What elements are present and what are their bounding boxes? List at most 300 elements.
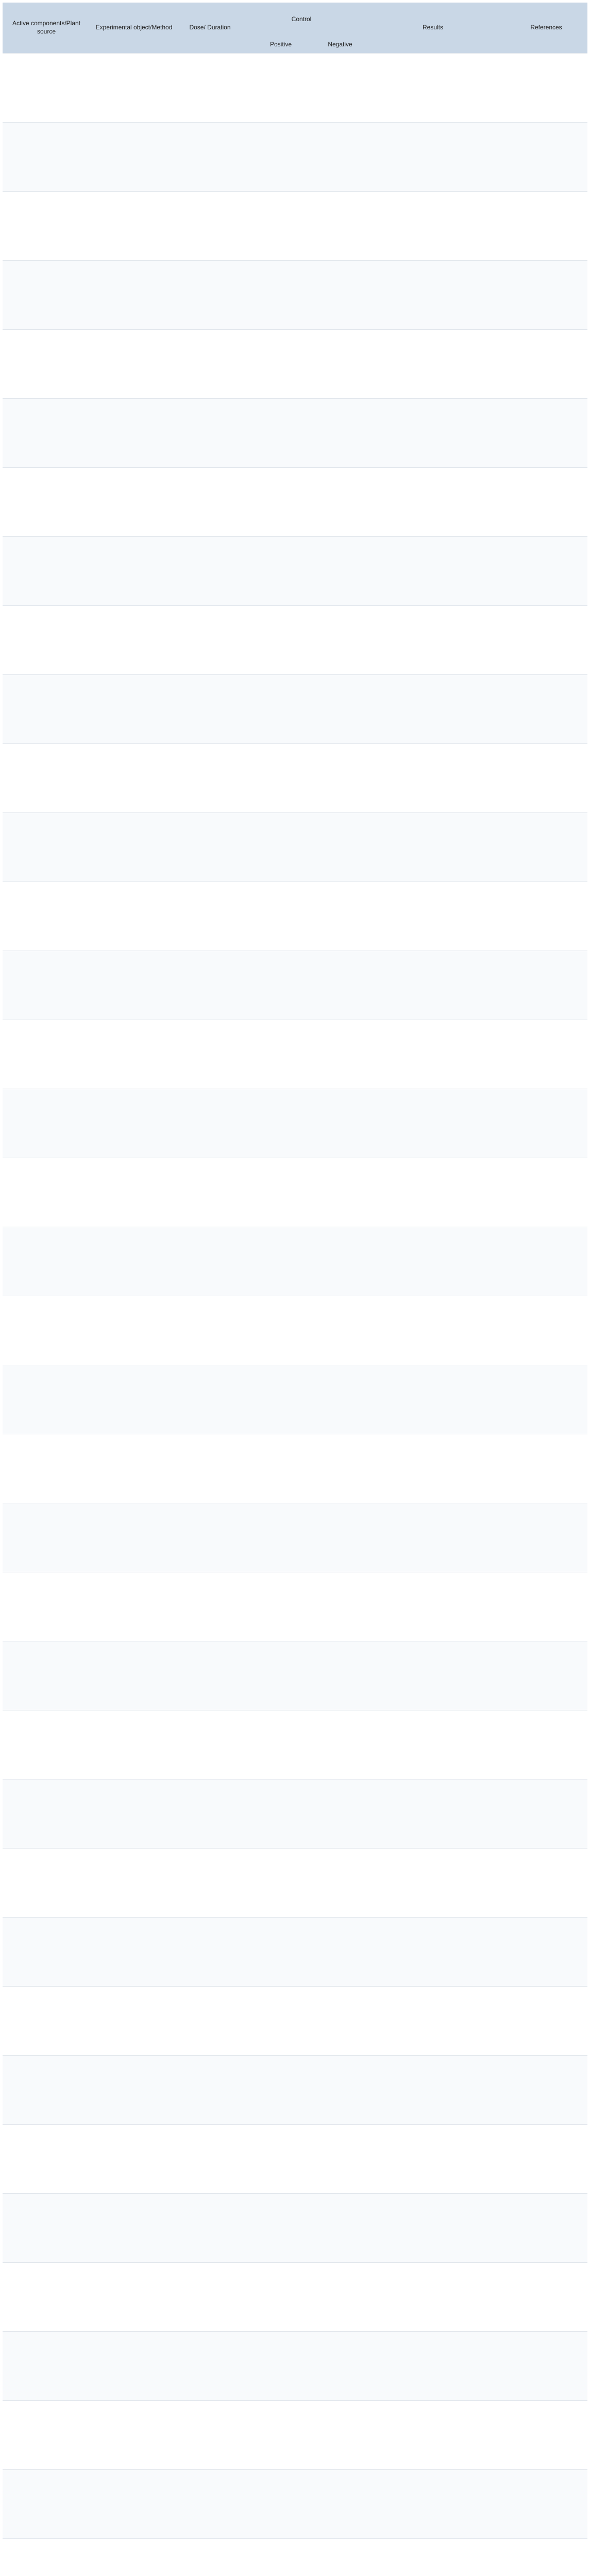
table-row [3, 675, 587, 744]
cell-component [3, 54, 90, 123]
cell-results [361, 1503, 505, 1572]
cell-component [3, 2401, 90, 2470]
cell-positive [242, 54, 319, 123]
cell-dose [178, 261, 242, 330]
data-table [3, 3, 587, 2576]
table-row [3, 537, 587, 606]
cell-results [361, 1987, 505, 2056]
cell-component [3, 2332, 90, 2401]
cell-reference [505, 2125, 587, 2194]
cell-results [361, 1365, 505, 1434]
cell-negative [319, 744, 361, 813]
cell-model [90, 468, 178, 537]
cell-component [3, 1434, 90, 1503]
cell-results [361, 2470, 505, 2539]
cell-dose [178, 1089, 242, 1158]
cell-component [3, 1158, 90, 1227]
cell-results [361, 1020, 505, 1089]
cell-model [90, 1020, 178, 1089]
cell-component [3, 1710, 90, 1780]
table-row [3, 1849, 587, 1918]
cell-results [361, 192, 505, 261]
cell-component [3, 1503, 90, 1572]
cell-component [3, 606, 90, 675]
cell-reference [505, 744, 587, 813]
cell-dose [178, 2263, 242, 2332]
cell-negative [319, 192, 361, 261]
cell-results [361, 1710, 505, 1780]
cell-negative [319, 1849, 361, 1918]
cell-negative [319, 1918, 361, 1987]
cell-results [361, 537, 505, 606]
cell-positive [242, 1849, 319, 1918]
cell-reference [505, 2194, 587, 2263]
cell-results [361, 2056, 505, 2125]
cell-reference [505, 606, 587, 675]
cell-component [3, 1365, 90, 1434]
cell-negative [319, 2470, 361, 2539]
cell-negative [319, 1434, 361, 1503]
cell-negative [319, 2056, 361, 2125]
cell-component [3, 675, 90, 744]
table-row [3, 1503, 587, 1572]
cell-model [90, 1365, 178, 1434]
cell-results [361, 2539, 505, 2576]
table-row [3, 813, 587, 882]
cell-positive [242, 882, 319, 951]
cell-dose [178, 675, 242, 744]
header-dose: Dose/ Duration [178, 3, 242, 54]
cell-negative [319, 2539, 361, 2576]
cell-reference [505, 1158, 587, 1227]
cell-negative [319, 606, 361, 675]
table-row [3, 744, 587, 813]
cell-negative [319, 1158, 361, 1227]
cell-positive [242, 2470, 319, 2539]
cell-component [3, 2539, 90, 2576]
cell-component [3, 330, 90, 399]
cell-dose [178, 1158, 242, 1227]
cell-model [90, 1710, 178, 1780]
cell-dose [178, 1434, 242, 1503]
cell-reference [505, 1710, 587, 1780]
cell-model [90, 882, 178, 951]
table-header [3, 3, 587, 54]
table-row [3, 2125, 587, 2194]
cell-dose [178, 192, 242, 261]
header-references: References [505, 3, 587, 54]
cell-reference [505, 192, 587, 261]
cell-model [90, 399, 178, 468]
table-row [3, 1158, 587, 1227]
cell-positive [242, 399, 319, 468]
cell-reference [505, 2332, 587, 2401]
cell-positive [242, 123, 319, 192]
cell-model [90, 537, 178, 606]
cell-reference [505, 2056, 587, 2125]
cell-component [3, 1296, 90, 1365]
cell-model [90, 1918, 178, 1987]
header-results: Results [361, 3, 505, 54]
cell-dose [178, 1296, 242, 1365]
cell-results [361, 1780, 505, 1849]
table-row [3, 261, 587, 330]
cell-model [90, 2401, 178, 2470]
cell-results [361, 1918, 505, 1987]
cell-dose [178, 1710, 242, 1780]
cell-results [361, 261, 505, 330]
cell-results [361, 882, 505, 951]
header-control: Control [242, 3, 361, 37]
cell-negative [319, 399, 361, 468]
table-row [3, 2470, 587, 2539]
cell-model [90, 2056, 178, 2125]
cell-component [3, 2194, 90, 2263]
cell-positive [242, 1503, 319, 1572]
table-row [3, 882, 587, 951]
cell-negative [319, 882, 361, 951]
header-component: Active components/Plant source [3, 3, 90, 54]
cell-component [3, 261, 90, 330]
cell-positive [242, 1987, 319, 2056]
cell-negative [319, 1503, 361, 1572]
cell-dose [178, 537, 242, 606]
cell-reference [505, 1434, 587, 1503]
cell-reference [505, 1020, 587, 1089]
cell-negative [319, 1780, 361, 1849]
cell-reference [505, 2470, 587, 2539]
cell-dose [178, 1987, 242, 2056]
cell-results [361, 123, 505, 192]
cell-results [361, 744, 505, 813]
cell-results [361, 2263, 505, 2332]
cell-results [361, 1849, 505, 1918]
table-row [3, 2539, 587, 2576]
cell-component [3, 537, 90, 606]
cell-model [90, 123, 178, 192]
cell-model [90, 813, 178, 882]
cell-negative [319, 1365, 361, 1434]
cell-model [90, 1089, 178, 1158]
cell-negative [319, 261, 361, 330]
cell-dose [178, 1365, 242, 1434]
cell-results [361, 1641, 505, 1710]
cell-negative [319, 2263, 361, 2332]
cell-negative [319, 123, 361, 192]
cell-model [90, 330, 178, 399]
table-row [3, 2194, 587, 2263]
cell-results [361, 2125, 505, 2194]
cell-reference [505, 951, 587, 1020]
cell-negative [319, 2401, 361, 2470]
cell-negative [319, 537, 361, 606]
cell-positive [242, 1572, 319, 1641]
cell-component [3, 813, 90, 882]
cell-negative [319, 1020, 361, 1089]
header-row [3, 3, 587, 37]
cell-negative [319, 2194, 361, 2263]
cell-model [90, 261, 178, 330]
cell-positive [242, 1158, 319, 1227]
cell-positive [242, 1089, 319, 1158]
cell-reference [505, 1641, 587, 1710]
table-row [3, 399, 587, 468]
cell-positive [242, 675, 319, 744]
cell-reference [505, 1296, 587, 1365]
cell-positive [242, 1365, 319, 1434]
cell-dose [178, 54, 242, 123]
table-row [3, 1227, 587, 1296]
cell-positive [242, 1710, 319, 1780]
cell-positive [242, 606, 319, 675]
cell-component [3, 1849, 90, 1918]
cell-positive [242, 2332, 319, 2401]
cell-dose [178, 1020, 242, 1089]
table-row [3, 1434, 587, 1503]
cell-component [3, 192, 90, 261]
cell-dose [178, 2056, 242, 2125]
cell-positive [242, 2125, 319, 2194]
cell-negative [319, 2332, 361, 2401]
cell-negative [319, 951, 361, 1020]
cell-model [90, 951, 178, 1020]
cell-negative [319, 1572, 361, 1641]
cell-results [361, 675, 505, 744]
cell-model [90, 1641, 178, 1710]
table-row [3, 468, 587, 537]
table-row [3, 951, 587, 1020]
cell-results [361, 330, 505, 399]
cell-positive [242, 744, 319, 813]
cell-results [361, 1296, 505, 1365]
cell-positive [242, 468, 319, 537]
cell-model [90, 2125, 178, 2194]
table-row [3, 1365, 587, 1434]
cell-model [90, 1296, 178, 1365]
cell-dose [178, 2539, 242, 2576]
cell-negative [319, 1987, 361, 2056]
cell-results [361, 54, 505, 123]
cell-component [3, 1918, 90, 1987]
cell-negative [319, 1710, 361, 1780]
table-row [3, 2332, 587, 2401]
cell-results [361, 1227, 505, 1296]
cell-component [3, 1089, 90, 1158]
cell-reference [505, 399, 587, 468]
cell-dose [178, 2332, 242, 2401]
cell-positive [242, 1780, 319, 1849]
cell-dose [178, 123, 242, 192]
cell-model [90, 1849, 178, 1918]
cell-component [3, 1227, 90, 1296]
cell-negative [319, 330, 361, 399]
cell-dose [178, 1572, 242, 1641]
cell-component [3, 1987, 90, 2056]
cell-dose [178, 744, 242, 813]
cell-model [90, 1780, 178, 1849]
cell-model [90, 1987, 178, 2056]
cell-dose [178, 2401, 242, 2470]
table-row [3, 1641, 587, 1710]
cell-dose [178, 468, 242, 537]
cell-positive [242, 537, 319, 606]
table-row [3, 123, 587, 192]
cell-reference [505, 1089, 587, 1158]
cell-results [361, 2332, 505, 2401]
cell-positive [242, 1296, 319, 1365]
cell-reference [505, 2401, 587, 2470]
cell-dose [178, 1641, 242, 1710]
cell-positive [242, 2263, 319, 2332]
cell-dose [178, 1849, 242, 1918]
cell-component [3, 399, 90, 468]
cell-dose [178, 2125, 242, 2194]
cell-negative [319, 813, 361, 882]
cell-dose [178, 330, 242, 399]
cell-component [3, 951, 90, 1020]
cell-results [361, 1434, 505, 1503]
cell-dose [178, 951, 242, 1020]
cell-reference [505, 1365, 587, 1434]
cell-positive [242, 813, 319, 882]
cell-dose [178, 399, 242, 468]
cell-component [3, 1641, 90, 1710]
cell-component [3, 123, 90, 192]
cell-negative [319, 1296, 361, 1365]
header-model: Experimental object/Method [90, 3, 178, 54]
cell-model [90, 2539, 178, 2576]
cell-model [90, 54, 178, 123]
table-row [3, 1020, 587, 1089]
cell-reference [505, 1849, 587, 1918]
cell-positive [242, 951, 319, 1020]
cell-dose [178, 1780, 242, 1849]
cell-component [3, 468, 90, 537]
cell-reference [505, 330, 587, 399]
cell-negative [319, 468, 361, 537]
cell-results [361, 399, 505, 468]
cell-dose [178, 1918, 242, 1987]
cell-results [361, 2194, 505, 2263]
cell-component [3, 744, 90, 813]
table-row [3, 1918, 587, 1987]
table-row [3, 1710, 587, 1780]
cell-reference [505, 2539, 587, 2576]
cell-positive [242, 2194, 319, 2263]
table-row [3, 2263, 587, 2332]
cell-positive [242, 1434, 319, 1503]
table-row [3, 1987, 587, 2056]
header-negative: Negative [319, 37, 361, 54]
cell-positive [242, 2539, 319, 2576]
cell-negative [319, 1089, 361, 1158]
cell-model [90, 1227, 178, 1296]
cell-dose [178, 882, 242, 951]
cell-component [3, 2125, 90, 2194]
table-row [3, 1296, 587, 1365]
cell-reference [505, 1987, 587, 2056]
cell-reference [505, 1780, 587, 1849]
cell-reference [505, 468, 587, 537]
cell-dose [178, 606, 242, 675]
cell-reference [505, 675, 587, 744]
cell-positive [242, 1227, 319, 1296]
cell-results [361, 1572, 505, 1641]
cell-results [361, 468, 505, 537]
cell-model [90, 2470, 178, 2539]
cell-results [361, 951, 505, 1020]
cell-reference [505, 1572, 587, 1641]
cell-dose [178, 1503, 242, 1572]
cell-dose [178, 813, 242, 882]
table-body [3, 54, 587, 2576]
cell-positive [242, 330, 319, 399]
cell-component [3, 1780, 90, 1849]
cell-positive [242, 2401, 319, 2470]
table-row [3, 1780, 587, 1849]
cell-component [3, 882, 90, 951]
cell-reference [505, 123, 587, 192]
cell-positive [242, 1020, 319, 1089]
cell-model [90, 606, 178, 675]
cell-negative [319, 1227, 361, 1296]
cell-component [3, 1572, 90, 1641]
cell-dose [178, 2194, 242, 2263]
cell-positive [242, 1918, 319, 1987]
cell-results [361, 1158, 505, 1227]
cell-model [90, 744, 178, 813]
cell-reference [505, 1918, 587, 1987]
cell-reference [505, 2263, 587, 2332]
cell-model [90, 1158, 178, 1227]
cell-model [90, 1434, 178, 1503]
cell-negative [319, 2125, 361, 2194]
cell-reference [505, 261, 587, 330]
cell-reference [505, 537, 587, 606]
cell-positive [242, 1641, 319, 1710]
cell-positive [242, 2056, 319, 2125]
cell-component [3, 2470, 90, 2539]
cell-dose [178, 1227, 242, 1296]
cell-model [90, 2194, 178, 2263]
cell-reference [505, 813, 587, 882]
cell-component [3, 2263, 90, 2332]
cell-negative [319, 54, 361, 123]
cell-model [90, 675, 178, 744]
cell-results [361, 2401, 505, 2470]
table-row [3, 54, 587, 123]
cell-model [90, 2263, 178, 2332]
cell-positive [242, 261, 319, 330]
cell-component [3, 2056, 90, 2125]
table-row [3, 2401, 587, 2470]
cell-negative [319, 1641, 361, 1710]
table-row [3, 330, 587, 399]
cell-reference [505, 1227, 587, 1296]
cell-reference [505, 882, 587, 951]
table-row [3, 606, 587, 675]
cell-model [90, 1503, 178, 1572]
table-row [3, 2056, 587, 2125]
cell-results [361, 606, 505, 675]
cell-reference [505, 54, 587, 123]
cell-results [361, 813, 505, 882]
table-row [3, 1572, 587, 1641]
cell-results [361, 1089, 505, 1158]
cell-model [90, 2332, 178, 2401]
cell-model [90, 1572, 178, 1641]
cell-dose [178, 2470, 242, 2539]
